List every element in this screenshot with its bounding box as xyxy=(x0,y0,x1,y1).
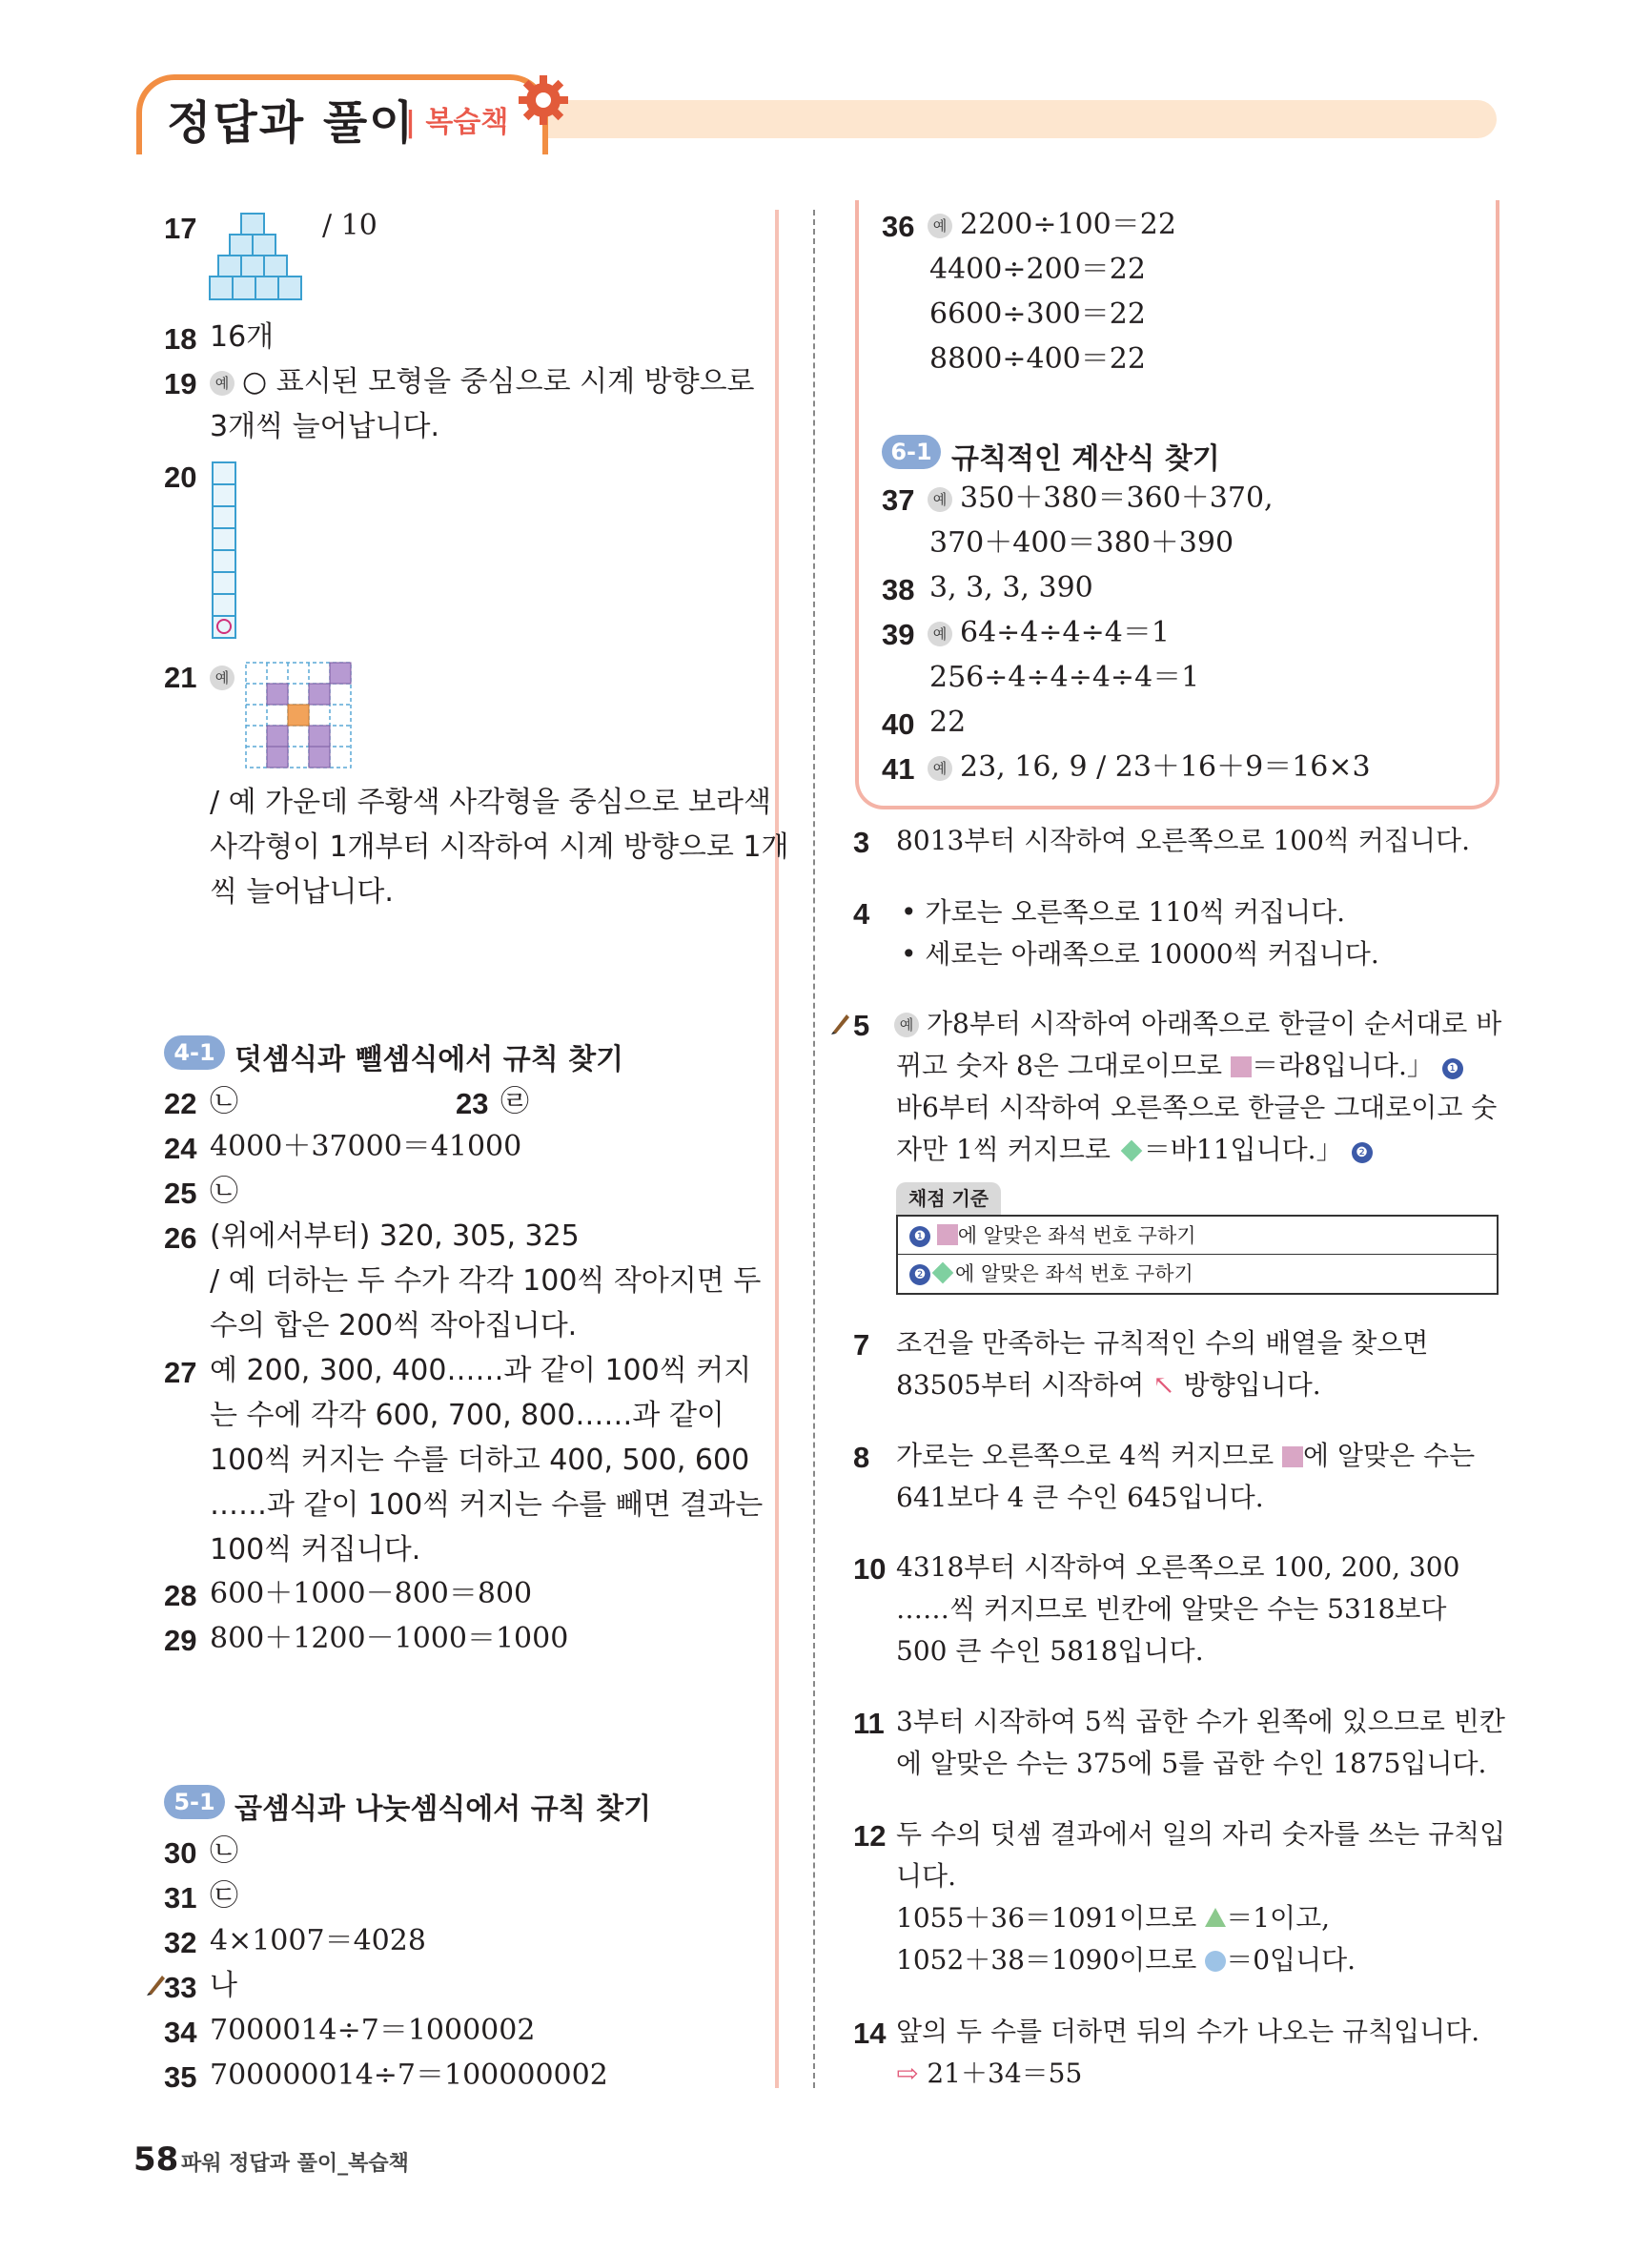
solution-line xyxy=(894,1001,1501,1046)
answer-number: 18 xyxy=(164,322,197,356)
pencil-icon xyxy=(145,1972,166,1997)
solution-number: 10 xyxy=(853,1552,887,1586)
solution-line: 3부터 시작하여 5씩 곱한 수가 왼쪽에 있으므로 빈칸 xyxy=(896,1706,1505,1737)
solution-number: 8 xyxy=(853,1441,870,1474)
answer-line: 사각형이 1개부터 시작하여 시계 방향으로 1개 xyxy=(210,830,789,864)
section-badge: 4-1 xyxy=(164,1035,225,1070)
example-mark: 예 xyxy=(210,371,235,396)
answer-line: 350＋380＝360＋370, xyxy=(960,481,1274,515)
answer-text: 800＋1200－1000＝1000 xyxy=(210,1622,569,1655)
solution-line xyxy=(896,1895,1330,1940)
solution-line: ……씩 커지므로 빈칸에 알맞은 수는 5318보다 xyxy=(896,1593,1447,1625)
solution-text: 뀌고 숫자 8은 그대로이므로 xyxy=(896,1050,1231,1081)
example-mark: 예 xyxy=(928,622,952,646)
answer-line: 370＋400＝380＋390 xyxy=(929,526,1234,560)
answer-text: ㉡ xyxy=(210,1834,238,1868)
answer-number: 38 xyxy=(882,573,915,606)
answer-text: ㉡ xyxy=(210,1085,238,1118)
example-mark: 예 xyxy=(210,666,235,690)
example-mark: 예 xyxy=(894,1013,919,1037)
column-divider-dashed xyxy=(813,210,815,2088)
solution-number: 14 xyxy=(853,2017,887,2050)
answer-number: 34 xyxy=(164,2016,197,2049)
solution-line xyxy=(896,1043,1463,1088)
grading-table xyxy=(896,1215,1499,1295)
arrow-right-icon: ⇨ xyxy=(896,2058,919,2089)
answer-text: ㉡ xyxy=(210,1175,238,1208)
answer-line: 예 200, 300, 400……과 같이 100씩 커지 xyxy=(210,1354,752,1387)
answer-text: 4×1007＝4028 xyxy=(210,1924,426,1957)
section-badge: 6-1 xyxy=(882,435,941,469)
answer-text: / 10 xyxy=(322,209,377,242)
answer-text: ㉣ xyxy=(500,1085,529,1118)
solution-line: 니다. xyxy=(896,1860,956,1892)
answer-number: 30 xyxy=(164,1836,197,1870)
grading-text: 에 알맞은 좌석 번호 구하기 xyxy=(957,1224,1196,1247)
answer-line: 4400÷200＝22 xyxy=(929,253,1146,286)
page-title: 정답과 풀이 xyxy=(167,96,416,150)
answer-line: 256÷4÷4÷4÷4＝1 xyxy=(929,661,1200,694)
solution-text: 83505부터 시작하여 xyxy=(896,1369,1153,1401)
solution-line xyxy=(896,1362,1321,1407)
answer-line: ……과 같이 100씩 커지는 수를 빼면 결과는 xyxy=(210,1488,764,1522)
solution-line: • 세로는 아래쪽으로 10000씩 커집니다. xyxy=(901,938,1379,970)
square-shape xyxy=(1282,1446,1303,1467)
answer-number: 31 xyxy=(164,1881,197,1915)
pencil-icon xyxy=(829,1011,850,1035)
answer-line: 100씩 커지는 수를 더하고 400, 500, 600 xyxy=(210,1444,750,1477)
solution-line: 4318부터 시작하여 오른쪽으로 100, 200, 300 xyxy=(896,1551,1460,1583)
example-mark: 예 xyxy=(928,756,952,781)
solution-number: 5 xyxy=(853,1009,870,1042)
answer-line: 6600÷300＝22 xyxy=(929,297,1146,331)
solution-text: 8013부터 시작하여 오른쪽으로 100씩 커집니다. xyxy=(896,825,1470,856)
answer-line: / 예 더하는 두 수가 각각 100씩 작아지면 두 xyxy=(210,1264,762,1298)
solution-line: 조건을 만족하는 규칙적인 수의 배열을 찾으면 xyxy=(896,1327,1429,1359)
answer-line: ○ 표시된 모형을 중심으로 시계 방향으로 xyxy=(242,365,755,399)
solution-line xyxy=(896,1127,1373,1172)
answer-line: (위에서부터) 320, 305, 325 xyxy=(210,1219,580,1253)
section-badge: 5-1 xyxy=(164,1785,225,1819)
solution-line: 바6부터 시작하여 오른쪽으로 한글은 그대로이고 숫 xyxy=(896,1092,1498,1123)
answer-text: 22 xyxy=(929,706,967,739)
square-shape xyxy=(937,1224,958,1245)
answer-number: 33 xyxy=(164,1971,197,2004)
answer-number: 39 xyxy=(882,618,915,651)
triangle-shape xyxy=(1205,1908,1226,1927)
answer-text: 700000014÷7＝100000002 xyxy=(210,2058,608,2092)
solution-text: 가로는 오른쪽으로 4씩 커지므로 xyxy=(896,1440,1283,1471)
solution-text: 21＋34＝55 xyxy=(918,2058,1083,2089)
grading-row xyxy=(898,1255,1497,1293)
answer-line: 8800÷400＝22 xyxy=(929,342,1146,376)
solution-number: 3 xyxy=(853,826,870,859)
answer-text xyxy=(928,745,1371,789)
grading-text: 에 알맞은 좌석 번호 구하기 xyxy=(955,1262,1193,1285)
solution-text: 자만 1씩 커지므로 xyxy=(896,1134,1119,1165)
step-marker: ❷ xyxy=(909,1264,930,1285)
example-mark: 예 xyxy=(928,487,952,512)
grading-row xyxy=(898,1217,1497,1255)
answer-number: 21 xyxy=(164,661,197,694)
solution-text: 1052＋38＝1090이므로 xyxy=(896,1944,1206,1976)
answer-number: 40 xyxy=(882,707,915,741)
answer-text: 16개 xyxy=(210,320,275,354)
answer-number: 35 xyxy=(164,2060,197,2094)
example-mark: 예 xyxy=(928,214,952,238)
answer-number: 20 xyxy=(164,461,197,494)
answer-number: 24 xyxy=(164,1132,197,1165)
answer-text: 7000014÷7＝1000002 xyxy=(210,2014,536,2047)
answer-number: 17 xyxy=(164,212,197,245)
solution-number: 7 xyxy=(853,1328,870,1362)
solution-text: ＝0입니다. xyxy=(1226,1944,1356,1976)
step-marker: ❶ xyxy=(1442,1058,1463,1079)
answer-text: 3, 3, 3, 390 xyxy=(929,571,1093,604)
section-title: 곱셈식과 나눗셈식에서 규칙 찾기 xyxy=(235,1792,652,1826)
step-marker: ❶ xyxy=(909,1226,930,1247)
answer-text xyxy=(928,610,1170,655)
solution-line xyxy=(896,1433,1475,1478)
square-shape xyxy=(1231,1056,1252,1077)
column-divider xyxy=(775,210,779,2088)
section-title: 덧셈식과 뺄셈식에서 규칙 찾기 xyxy=(235,1043,624,1076)
diamond-shape xyxy=(932,1262,954,1284)
arrow-up-left-icon: ↖ xyxy=(1152,1369,1175,1401)
answer-line: 수의 합은 200씩 작아집니다. xyxy=(210,1309,578,1342)
answer-line: 씩 늘어납니다. xyxy=(210,875,394,909)
answer-number: 41 xyxy=(882,752,915,786)
answer-text: 나 xyxy=(210,1969,237,2002)
answer-number: 37 xyxy=(882,483,915,517)
answer-number: 26 xyxy=(164,1221,197,1255)
grading-criteria-label: 채점 기준 xyxy=(896,1182,1001,1215)
solution-text: 가8부터 시작하여 아래쪽으로 한글이 순서대로 바 xyxy=(927,1008,1502,1039)
answer-text xyxy=(210,359,755,404)
gear-icon xyxy=(515,72,572,129)
stacked-cubes-figure xyxy=(208,212,303,307)
answer-line: 23, 16, 9 / 23＋16＋9＝16×3 xyxy=(960,750,1371,784)
answer-text: 600＋1000－800＝800 xyxy=(210,1577,533,1610)
solution-line: 에 알맞은 수는 375에 5를 곱한 수인 1875입니다. xyxy=(896,1748,1487,1779)
answer-line: 100씩 커집니다. xyxy=(210,1533,421,1567)
solution-number: 12 xyxy=(853,1819,887,1853)
answer-number: 28 xyxy=(164,1579,197,1612)
solution-text: ＝1이고, xyxy=(1226,1902,1331,1934)
answer-line: 2200÷100＝22 xyxy=(960,208,1176,241)
solution-text: 1055＋36＝1091이므로 xyxy=(896,1902,1206,1934)
answer-number: 32 xyxy=(164,1926,197,1959)
answer-number: 22 xyxy=(164,1087,197,1120)
solution-text: 방향입니다. xyxy=(1174,1369,1321,1401)
answer-line: / 예 가운데 주황색 사각형을 중심으로 보라색 xyxy=(210,786,771,819)
solution-number: 4 xyxy=(853,897,870,931)
answer-line: 3개씩 늘어납니다. xyxy=(210,410,440,443)
circle-shape xyxy=(1205,1951,1226,1972)
solution-line: • 가로는 오른쪽으로 110씩 커집니다. xyxy=(901,896,1346,928)
solution-text: 에 알맞은 수는 xyxy=(1303,1440,1476,1471)
section-title: 규칙적인 계산식 찾기 xyxy=(951,442,1220,476)
solution-number: 11 xyxy=(853,1707,885,1740)
solution-line: 앞의 두 수를 더하면 뒤의 수가 나오는 규칙입니다. xyxy=(896,2016,1480,2047)
answer-text xyxy=(928,202,1176,247)
answer-text: 4000＋37000＝41000 xyxy=(210,1130,522,1163)
cube-column-figure xyxy=(210,461,238,642)
grid-pattern-figure xyxy=(244,661,353,769)
solution-line: 두 수의 덧셈 결과에서 일의 자리 숫자를 쓰는 규칙입 xyxy=(896,1818,1506,1850)
page-subtitle: | 복습책 xyxy=(405,106,509,139)
answer-number: 23 xyxy=(456,1087,489,1120)
solution-line xyxy=(896,1937,1356,1982)
answer-line: 64÷4÷4÷4＝1 xyxy=(960,616,1170,649)
answer-text: ㉢ xyxy=(210,1879,238,1913)
answer-number: 36 xyxy=(882,210,915,243)
diamond-shape xyxy=(1121,1140,1143,1162)
footer-text: 파워 정답과 풀이_복습책 xyxy=(181,2152,409,2176)
solution-line xyxy=(896,2051,1082,2096)
step-marker: ❷ xyxy=(1352,1142,1373,1163)
answer-line: 는 수에 각각 600, 700, 800……과 같이 xyxy=(210,1399,724,1432)
answer-text xyxy=(928,476,1274,521)
page-number: 58 xyxy=(133,2140,179,2179)
solution-line: 641보다 4 큰 수인 645입니다. xyxy=(896,1482,1264,1513)
solution-text: ＝라8입니다.」 xyxy=(1251,1050,1434,1081)
answer-number: 25 xyxy=(164,1177,197,1210)
example-mark-wrap xyxy=(210,654,242,699)
solution-line: 500 큰 수인 5818입니다. xyxy=(896,1635,1204,1667)
solution-text: ＝바11입니다.」 xyxy=(1143,1134,1343,1165)
answer-number: 27 xyxy=(164,1356,197,1389)
answer-number: 29 xyxy=(164,1624,197,1657)
answer-number: 19 xyxy=(164,367,197,400)
